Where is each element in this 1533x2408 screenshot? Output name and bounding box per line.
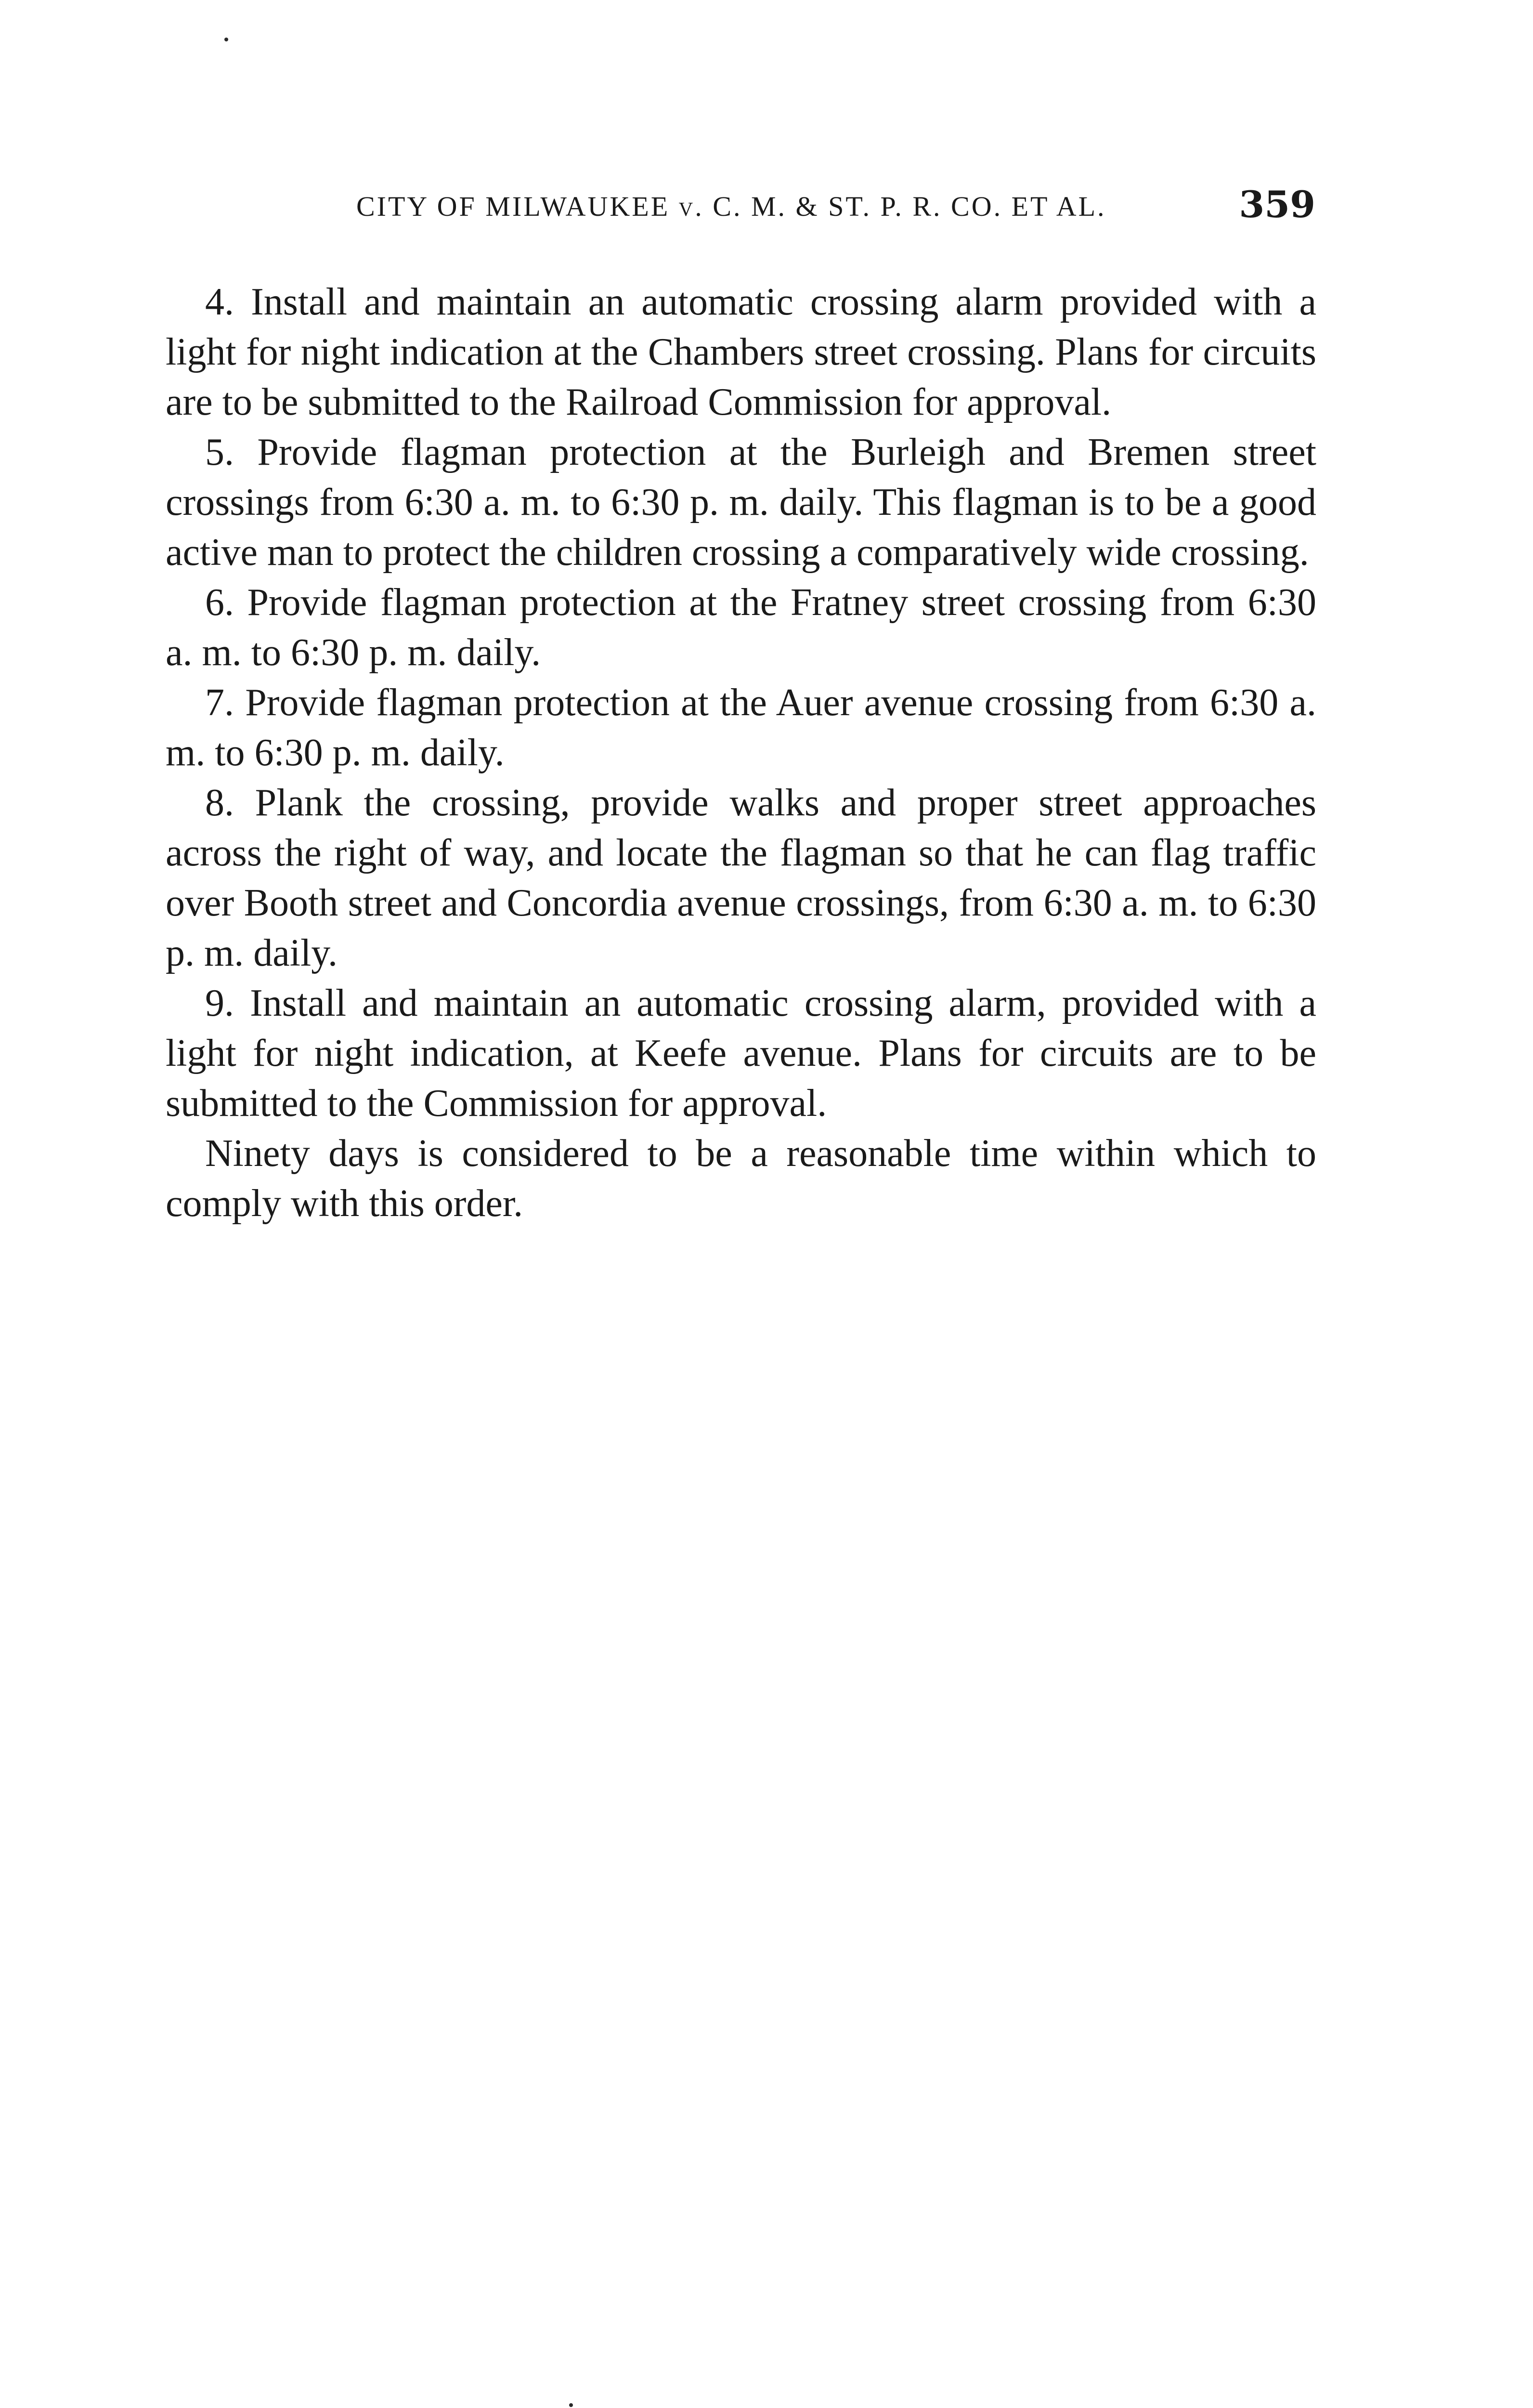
print-speck bbox=[224, 38, 228, 41]
page-number: 359 bbox=[1239, 183, 1315, 226]
closing-paragraph: Ninety days is considered to be a reasonable time within which to comply with this order. bbox=[166, 1132, 1316, 1225]
print-speck bbox=[569, 2403, 573, 2407]
running-head: CITY OF MILWAUKEE v. C. M. & ST. P. R. CO. ET AL. bbox=[356, 191, 1106, 222]
paragraph-item-8: 8. Plank the crossing, provide walks and proper street approaches across the right of way, and locate the flagman so that he can flag traffic over Booth street and Concordia avenue crossings, from 6:30 a. m. to 6:30 p. m. daily. bbox=[166, 782, 1316, 974]
paragraph-item-7: 7. Provide flagman protection at the Auer avenue crossing from 6:30 a. m. to 6:30 p. m. daily. bbox=[166, 681, 1316, 774]
paragraph-item-6: 6. Provide flagman protection at the Fratney street crossing from 6:30 a. m. to 6:30 p. m. daily. bbox=[166, 581, 1316, 674]
body-text bbox=[166, 277, 1316, 1229]
paragraph-item-4: 4. Install and maintain an automatic crossing alarm provided with a light for night indication at the Chambers street crossing. Plans for circuits are to be submitted to the Railroad Commission for approval. bbox=[166, 281, 1316, 423]
paragraph-item-5: 5. Provide flagman protection at the Burleigh and Bremen street crossings from 6:30 a. m. to 6:30 p. m. daily. This flagman is to be a good active man to protect the children crossing a comparatively wide crossing. bbox=[166, 431, 1316, 574]
paragraph-item-9: 9. Install and maintain an automatic crossing alarm, provided with a light for night indication, at Keefe avenue. Plans for circuits are to be submitted to the Commission for approval. bbox=[166, 982, 1316, 1125]
